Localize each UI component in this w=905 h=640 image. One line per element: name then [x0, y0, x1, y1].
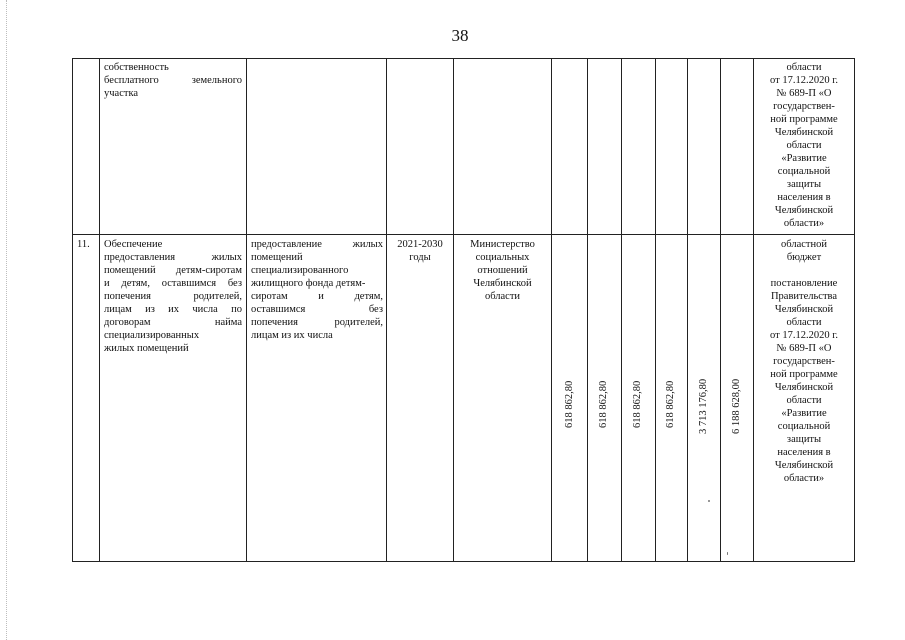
scan-speck [708, 500, 710, 502]
text-line: собственность [104, 62, 169, 73]
text-line: областной [781, 239, 827, 250]
row-period-cell [388, 238, 452, 264]
text-line: договорам найма [104, 317, 242, 328]
text-line: 2021-2030 [397, 239, 443, 250]
text-line: жилых помещений [104, 343, 189, 354]
text-line: бюджет [786, 252, 822, 263]
row-number: 11. [77, 239, 90, 250]
text-line: населения в [777, 192, 831, 203]
text-line: «Развитие [781, 408, 827, 419]
column-border [453, 58, 454, 562]
amount-total: 6 188 628,00 [731, 378, 742, 434]
column-border [687, 58, 688, 562]
row-name-cell [104, 238, 242, 355]
page-edge-line [6, 0, 8, 640]
row-result-cell [251, 238, 383, 342]
text-line: попечения родителей, [251, 317, 383, 328]
column-border [246, 58, 247, 562]
column-border [854, 58, 855, 562]
text-line: от 17.12.2020 г. [770, 330, 838, 341]
column-border [386, 58, 387, 562]
text-line: ной программе [770, 369, 838, 380]
text-line: области» [783, 218, 825, 229]
text-line: № 689-П «О [776, 343, 832, 354]
text-line: Челябинской [774, 127, 834, 138]
document-table [72, 58, 855, 562]
text-line: помещений [251, 252, 303, 263]
text-line: попечения родителей, [104, 291, 242, 302]
text-line: «Развитие [781, 153, 827, 164]
page-number: 38 [451, 26, 469, 45]
text-line: и детям, оставшимся без [104, 278, 242, 289]
text-line: постановление [770, 278, 838, 289]
table-bottom-border [72, 561, 855, 562]
text-line: социальной [777, 166, 831, 177]
amount-year-2: 618 862,80 [598, 380, 609, 428]
text-line: области [786, 140, 822, 151]
text-line: государствен- [773, 101, 835, 112]
text-line: области [786, 62, 822, 73]
text-line: Челябинской [774, 382, 834, 393]
text-line: Челябинской [774, 205, 834, 216]
text-line: предоставление жилых [251, 239, 383, 250]
text-line: оставшимся без [251, 304, 383, 315]
text-line: Министерство [470, 239, 535, 250]
text-line: № 689-П «О [776, 88, 832, 99]
text-line: области [786, 395, 822, 406]
column-border [621, 58, 622, 562]
column-border [587, 58, 588, 562]
scan-speck [727, 552, 728, 555]
table-top-border [72, 58, 855, 59]
text-line: Челябинской [774, 304, 834, 315]
continuation-name-cell [104, 61, 242, 100]
amount-year-3: 618 862,80 [632, 380, 643, 428]
text-line: от 17.12.2020 г. [770, 75, 838, 86]
continuation-basis-cell [755, 61, 853, 230]
row-divider [72, 234, 855, 235]
row-basis-cell [755, 238, 853, 485]
column-border [99, 58, 100, 562]
text-line: лицам из их числа по [104, 304, 242, 315]
text-line: защиты [786, 179, 822, 190]
text-line: бесплатного земельного [104, 75, 242, 86]
amount-year-4: 618 862,80 [665, 380, 676, 428]
text-line: участка [104, 88, 139, 99]
text-line: Правительства [770, 291, 838, 302]
text-line: специализированных [104, 330, 200, 341]
text-line: специализированного [251, 265, 349, 276]
column-border [753, 58, 754, 562]
row-executor-cell [455, 238, 550, 303]
text-line: помещений детям-сиротам [104, 265, 242, 276]
amount-year-1: 618 862,80 [564, 380, 575, 428]
text-line: социальных [475, 252, 530, 263]
text-line: государствен- [773, 356, 835, 367]
amount-later-years: 3 713 176,80 [698, 378, 709, 434]
column-border [72, 58, 73, 562]
text-line: Челябинской [774, 460, 834, 471]
text-line: Обеспечение [104, 239, 163, 250]
text-line: Челябинской [473, 278, 532, 289]
text-line: годы [409, 252, 431, 263]
text-line: лицам из их числа [251, 330, 333, 341]
column-border [655, 58, 656, 562]
text-line: области [484, 291, 521, 302]
text-line: области» [783, 473, 825, 484]
text-line [755, 264, 853, 277]
text-line: защиты [786, 434, 822, 445]
column-border [720, 58, 721, 562]
text-line: области [786, 317, 822, 328]
column-border [551, 58, 552, 562]
text-line: сиротам и детям, [251, 291, 383, 302]
text-line: социальной [777, 421, 831, 432]
text-line: отношений [477, 265, 528, 276]
text-line: предоставления жилых [104, 252, 242, 263]
text-line: ной программе [770, 114, 838, 125]
text-line: жилищного фонда детям- [251, 278, 366, 289]
text-line: населения в [777, 447, 831, 458]
